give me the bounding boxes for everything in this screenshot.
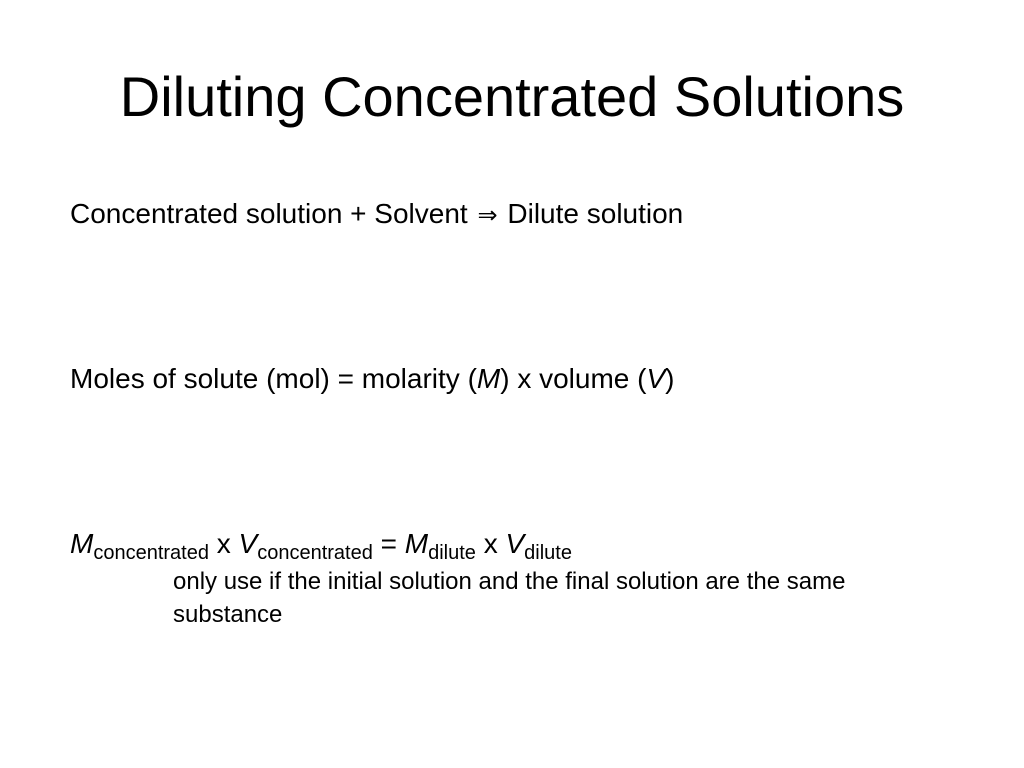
equals-operator: = [380, 528, 397, 559]
dilution-statement-left: Concentrated solution + Solvent [70, 198, 468, 229]
m-dilute-symbol: M [404, 528, 429, 559]
v-dilute-subscript: dilute [524, 542, 572, 564]
molarity-symbol: M [476, 363, 501, 394]
multiply-operator-1: x [216, 528, 231, 559]
v-concentrated-symbol: V [238, 528, 258, 559]
moles-formula-prefix: Moles of solute (mol) = molarity ( [70, 363, 477, 394]
v-dilute-symbol: V [505, 528, 525, 559]
m-concentrated-subscript: concentrated [93, 542, 209, 564]
multiply-operator-2: x [483, 528, 498, 559]
moles-formula [70, 362, 674, 396]
volume-symbol: V [646, 363, 666, 394]
m-dilute-subscript: dilute [428, 542, 476, 564]
m-concentrated-symbol: M [70, 528, 94, 559]
v-concentrated-subscript: concentrated [257, 542, 373, 564]
usage-note: only use if the initial solution and the final solution are the same substance [173, 568, 846, 628]
moles-formula-suffix: ) [665, 363, 675, 394]
implies-arrow-icon: ⇒ [477, 201, 498, 229]
dilution-equation [70, 527, 572, 564]
dilution-statement [70, 197, 683, 232]
moles-formula-middle: ) x volume ( [500, 363, 647, 394]
dilution-statement-right: Dilute solution [507, 198, 684, 229]
slide-title: Diluting Concentrated Solutions [119, 65, 905, 128]
